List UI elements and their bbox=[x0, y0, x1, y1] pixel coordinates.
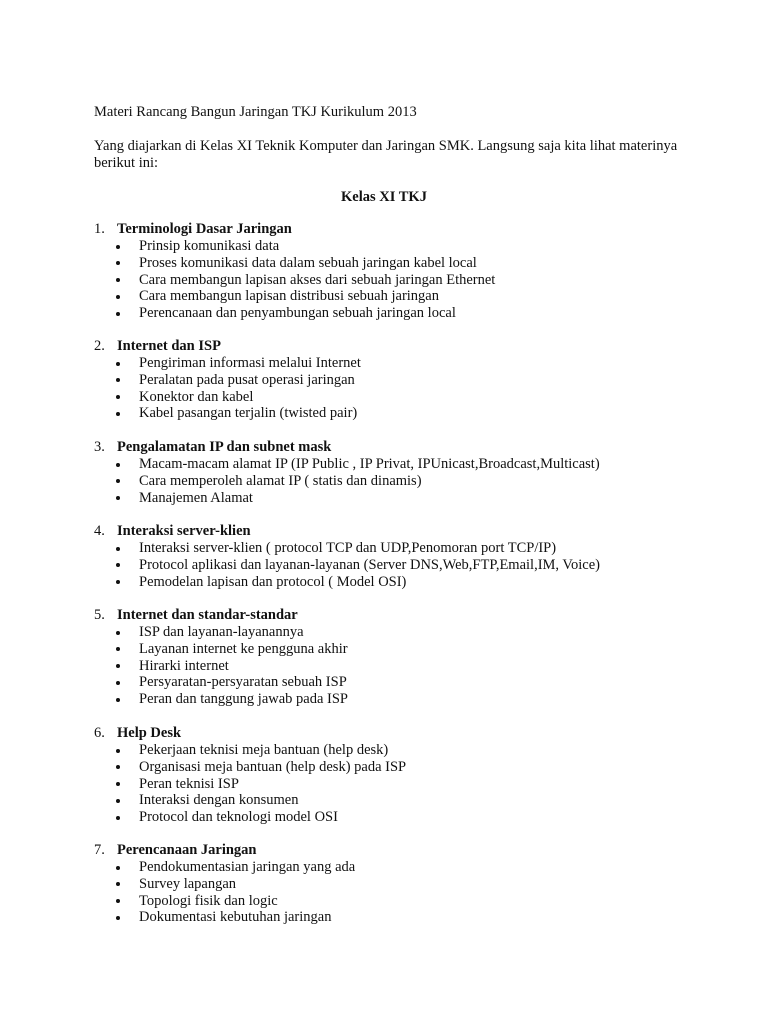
section-5 bbox=[94, 607, 714, 708]
list-item-text: Cara membangun lapisan distribusi sebuah jaringan bbox=[139, 288, 439, 305]
list-item bbox=[94, 372, 714, 389]
list-item-text: Pekerjaan teknisi meja bantuan (help desk) bbox=[139, 742, 389, 758]
section-3 bbox=[94, 439, 714, 506]
bullet-list bbox=[94, 540, 714, 590]
list-item bbox=[94, 238, 714, 255]
section-title: Help Desk bbox=[117, 725, 182, 741]
section-number: 7. bbox=[94, 842, 105, 858]
bullet-list bbox=[94, 456, 714, 506]
list-item bbox=[94, 255, 714, 272]
section-heading bbox=[94, 439, 714, 456]
bullet-list bbox=[94, 742, 714, 826]
list-item-text: ISP dan layanan-layanannya bbox=[139, 624, 304, 640]
bullet-icon bbox=[116, 749, 120, 753]
bullet-icon bbox=[116, 245, 120, 249]
section-title: Interaksi server-klien bbox=[117, 523, 251, 539]
list-item-text: Cara membangun lapisan akses dari sebuah jaringan Ethernet bbox=[139, 271, 496, 288]
bullet-list bbox=[94, 624, 714, 708]
section-title: Pengalamatan IP dan subnet mask bbox=[117, 439, 332, 455]
list-item bbox=[94, 473, 714, 490]
section-title: Perencanaan Jaringan bbox=[117, 842, 257, 858]
list-item-text: Interaksi server-klien ( protocol TCP dan UDP,Penomoran port TCP/IP) bbox=[139, 540, 557, 556]
section-number: 4. bbox=[94, 523, 105, 539]
bullet-icon bbox=[116, 395, 120, 399]
list-item bbox=[94, 691, 714, 708]
list-item-text: Pemodelan lapisan dan protocol ( Model OSI) bbox=[139, 573, 407, 590]
list-item bbox=[94, 792, 714, 809]
bullet-icon bbox=[116, 866, 120, 870]
bullet-icon bbox=[116, 412, 120, 416]
list-item-text: Protocol dan teknologi model OSI bbox=[139, 809, 338, 826]
section-heading bbox=[94, 725, 714, 742]
list-item-text: Interaksi dengan konsumen bbox=[139, 792, 299, 809]
section-heading bbox=[94, 607, 714, 624]
section-number: 3. bbox=[94, 439, 105, 455]
list-item-text: Cara memperoleh alamat IP ( statis dan dinamis) bbox=[139, 472, 422, 489]
list-item bbox=[94, 574, 714, 591]
list-item-text: Prinsip komunikasi data bbox=[139, 238, 280, 254]
list-item-text: Peran teknisi ISP bbox=[139, 775, 239, 792]
list-item bbox=[94, 540, 714, 557]
bullet-icon bbox=[116, 816, 120, 820]
bullet-list bbox=[94, 355, 714, 422]
section-number: 1. bbox=[94, 221, 105, 237]
intro-paragraph: Yang diajarkan di Kelas XI Teknik Komputer dan Jaringan SMK. Langsung saja kita lihat materinya berikut ini: bbox=[94, 138, 678, 171]
bullet-icon bbox=[116, 698, 120, 702]
list-item bbox=[94, 288, 714, 305]
bullet-icon bbox=[116, 916, 120, 920]
list-item bbox=[94, 742, 714, 759]
list-item-text: Dokumentasi kebutuhan jaringan bbox=[139, 909, 332, 926]
bullet-icon bbox=[116, 664, 120, 668]
list-item bbox=[94, 624, 714, 641]
list-item-text: Layanan internet ke pengguna akhir bbox=[139, 640, 348, 657]
bullet-icon bbox=[116, 647, 120, 651]
bullet-icon bbox=[116, 547, 120, 551]
list-item bbox=[94, 809, 714, 826]
section-7 bbox=[94, 842, 714, 926]
list-item-text: Hirarki internet bbox=[139, 657, 229, 674]
list-item-text: Topologi fisik dan logic bbox=[139, 892, 278, 909]
section-2 bbox=[94, 338, 714, 422]
list-item bbox=[94, 674, 714, 691]
section-1 bbox=[94, 221, 714, 322]
bullet-icon bbox=[116, 580, 120, 584]
list-item bbox=[94, 405, 714, 422]
bullet-icon bbox=[116, 278, 120, 282]
list-item-text: Organisasi meja bantuan (help desk) pada ISP bbox=[139, 758, 407, 775]
list-item-text: Survey lapangan bbox=[139, 875, 237, 892]
list-item bbox=[94, 893, 714, 910]
list-item-text: Proses komunikasi data dalam sebuah jaringan kabel local bbox=[139, 254, 477, 271]
bullet-icon bbox=[116, 563, 120, 567]
bullet-icon bbox=[116, 261, 120, 265]
section-title: Terminologi Dasar Jaringan bbox=[117, 221, 292, 237]
list-item-text: Protocol aplikasi dan layanan-layanan (Server DNS,Web,FTP,Email,IM, Voice) bbox=[139, 556, 600, 573]
list-item bbox=[94, 355, 714, 372]
bullet-icon bbox=[116, 479, 120, 483]
bullet-icon bbox=[116, 378, 120, 382]
list-item-text: Manajemen Alamat bbox=[139, 489, 253, 506]
bullet-icon bbox=[116, 496, 120, 500]
section-6 bbox=[94, 725, 714, 826]
list-item bbox=[94, 859, 714, 876]
section-heading bbox=[94, 221, 714, 238]
bullet-icon bbox=[116, 312, 120, 316]
list-item-text: Peralatan pada pusat operasi jaringan bbox=[139, 371, 355, 388]
section-heading bbox=[94, 523, 714, 540]
list-item bbox=[94, 456, 714, 473]
list-item bbox=[94, 305, 714, 322]
list-item bbox=[94, 658, 714, 675]
list-item bbox=[94, 490, 714, 507]
section-number: 6. bbox=[94, 725, 105, 741]
list-item bbox=[94, 557, 714, 574]
class-heading: Kelas XI TKJ bbox=[341, 189, 427, 205]
bullet-icon bbox=[116, 681, 120, 685]
section-title: Internet dan standar-standar bbox=[117, 607, 298, 623]
list-item-text: Macam-macam alamat IP (IP Public , IP Privat, IPUnicast,Broadcast,Multicast) bbox=[139, 456, 600, 472]
bullet-icon bbox=[116, 463, 120, 467]
section-number: 2. bbox=[94, 338, 105, 354]
bullet-list bbox=[94, 859, 714, 926]
section-title: Internet dan ISP bbox=[117, 338, 221, 354]
list-item-text: Pendokumentasian jaringan yang ada bbox=[139, 859, 356, 875]
bullet-icon bbox=[116, 782, 120, 786]
section-number: 5. bbox=[94, 607, 105, 623]
section-heading bbox=[94, 842, 714, 859]
list-item bbox=[94, 641, 714, 658]
list-item bbox=[94, 272, 714, 289]
list-item bbox=[94, 776, 714, 793]
list-item-text: Kabel pasangan terjalin (twisted pair) bbox=[139, 405, 358, 422]
bullet-icon bbox=[116, 799, 120, 803]
list-item-text: Pengiriman informasi melalui Internet bbox=[139, 355, 361, 371]
list-item bbox=[94, 759, 714, 776]
list-item bbox=[94, 389, 714, 406]
list-item-text: Persyaratan-persyaratan sebuah ISP bbox=[139, 674, 347, 691]
section-4 bbox=[94, 523, 714, 590]
bullet-icon bbox=[116, 882, 120, 886]
document-title: Materi Rancang Bangun Jaringan TKJ Kurikulum 2013 bbox=[94, 104, 417, 120]
bullet-icon bbox=[116, 899, 120, 903]
list-item bbox=[94, 876, 714, 893]
list-item-text: Konektor dan kabel bbox=[139, 388, 254, 405]
list-item-text: Peran dan tanggung jawab pada ISP bbox=[139, 691, 348, 708]
bullet-list bbox=[94, 238, 714, 322]
bullet-icon bbox=[116, 362, 120, 366]
bullet-icon bbox=[116, 765, 120, 769]
bullet-icon bbox=[116, 631, 120, 635]
bullet-icon bbox=[116, 295, 120, 299]
list-item-text: Perencanaan dan penyambungan sebuah jaringan local bbox=[139, 305, 456, 322]
section-heading bbox=[94, 338, 714, 355]
list-item bbox=[94, 909, 714, 926]
